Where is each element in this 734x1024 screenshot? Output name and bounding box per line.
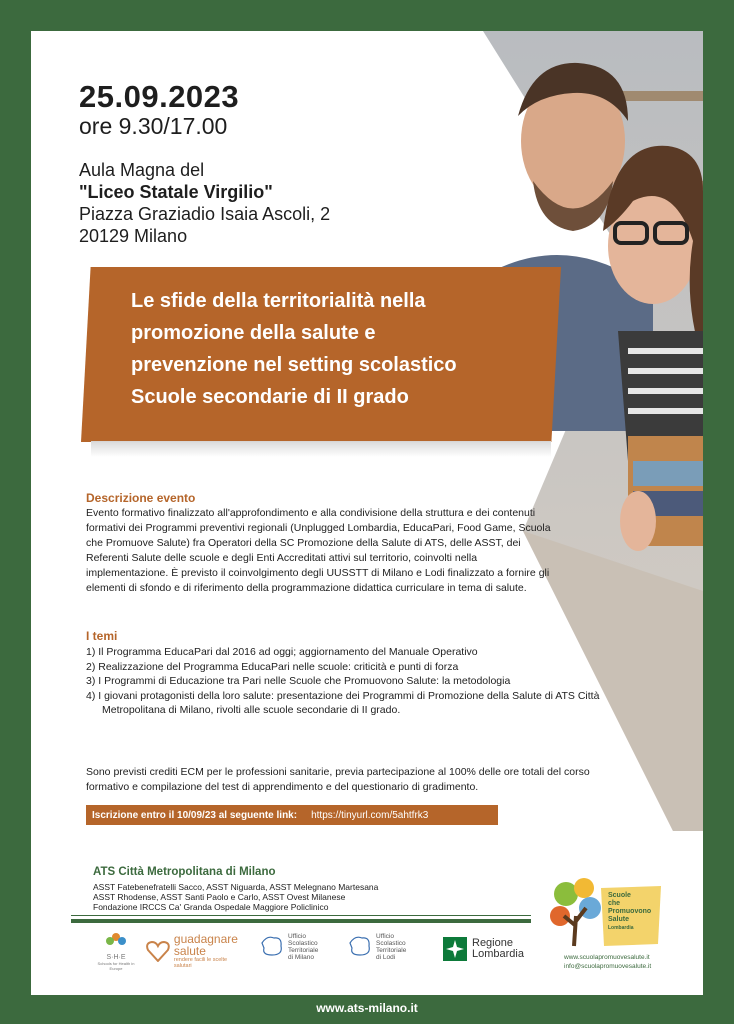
she-flower-icon [104, 931, 128, 949]
ust-text: Territoriale [376, 947, 407, 954]
ats-partners [93, 882, 453, 912]
event-venue [79, 159, 330, 247]
event-date: 25.09.2023 [79, 79, 240, 114]
regione-lombardia-logo [443, 937, 543, 961]
gs-title2: salute [173, 944, 206, 958]
spv-text: Promuovono [608, 908, 652, 915]
title-line: prevenzione nel setting scolastico [131, 354, 457, 376]
regione-rose-icon [443, 937, 467, 961]
ust-text: Scolastico [376, 940, 406, 947]
heart-icon [146, 940, 170, 962]
partner-line: ASST Rhodense, ASST Santi Paolo e Carlo, ASST Ovest Milanese [93, 892, 346, 902]
she-label: S·H·E [106, 954, 126, 961]
list-item: 1) Il Programma EducaPari dal 2016 ad oggi; aggiornamento del Manuale Operativo [86, 646, 478, 658]
event-title [131, 285, 561, 413]
list-item: 3) I Programmi di Educazione tra Pari nelle Scuole che Promuovono Salute: la metodologia [86, 675, 511, 687]
spv-text: Lombardia [608, 925, 634, 931]
ust-lodi-logo [347, 933, 427, 961]
lombardy-map-icon [259, 933, 285, 959]
venue-city: 20129 Milano [79, 226, 188, 246]
spv-text: Scuole [608, 892, 631, 899]
temi-heading: I temi [86, 629, 118, 643]
ats-title: ATS Città Metropolitana di Milano [93, 866, 276, 878]
ust-text: Scolastico [288, 940, 318, 947]
spv-url[interactable]: www.scuolapromuovesalute.it [564, 954, 650, 961]
spv-text: Salute [608, 916, 630, 923]
temi-list [86, 645, 606, 718]
partner-line: Fondazione IRCCS Ca' Granda Ospedale Maggiore Policlinico [93, 902, 329, 912]
she-logo [91, 931, 141, 971]
regione-label: Regione [472, 937, 513, 949]
list-item: 2) Realizzazione del Programma EducaPari nelle scuole: criticità e punti di forza [86, 660, 459, 673]
spv-text: che [608, 900, 621, 907]
partner-line: ASST Fatebenefratelli Sacco, ASST Niguarda, ASST Melegnano Martesana [93, 882, 379, 892]
list-item: 4) I giovani protagonisti della loro salute: presentazione dei Programmi di Promozione della Salute di ATS Città Metropolitana di Milano, rivolti alle scuole secondarie di II grado. [86, 689, 600, 716]
divider [71, 919, 531, 923]
registration-bar [86, 805, 498, 825]
title-line: Scuole secondarie di II grado [131, 386, 409, 408]
guadagnare-salute-logo [146, 933, 246, 969]
gs-sub: rendere facili le scelte salutari [173, 957, 228, 969]
poster [31, 31, 703, 995]
venue-line: Aula Magna del [79, 160, 205, 180]
ecm-credits-text: Sono previsti crediti ECM per le professioni sanitarie, previa partecipazione al 100% delle ore totali del corso formativo e compilazione del test di apprendimento e del questionario di gradimento. [86, 766, 590, 793]
event-time: ore 9.30/17.00 [79, 113, 228, 139]
lombardy-map-icon [347, 933, 373, 959]
registration-link[interactable]: https://tinyurl.com/5ahtfrk3 [311, 809, 429, 821]
description-heading: Descrizione evento [86, 491, 196, 505]
divider [71, 915, 531, 916]
scuole-promuovono-salute-logo [546, 876, 686, 971]
description-text: Evento formativo finalizzato all'approfondimento e alla condivisione della struttura e dei contenuti formativi dei Programmi preventivi regionali (Unplugged Lombardia, EducaPari, Food Game, Scuola che Promuove Salute) fra Operatori della SC Promozione della Salute di ATS, delle ASST, dei Referenti Salute delle scuole e degli Enti Accreditati attivi sul territorio, coinvolti nella implementazione. È previsto il coinvolgimento degli UUSSTT di Milano e Lodi finalizzato a fornire gli elementi di sfondo e di riferimento della programmazione didattica curriculare in tema di salute. [86, 507, 551, 594]
ust-text: di Milano [288, 954, 315, 961]
ust-text: di Lodi [376, 954, 396, 961]
ust-text: Territoriale [288, 947, 319, 954]
ust-text: Ufficio [376, 933, 394, 940]
title-line: Le sfide della territorialità nella [131, 290, 426, 312]
regione-label: Lombardia [472, 948, 524, 960]
venue-address: Piazza Graziadio Isaia Ascoli, 2 [79, 204, 331, 224]
ust-text: Ufficio [288, 933, 306, 940]
ust-milano-logo [259, 933, 339, 961]
title-line: promozione della salute e [131, 322, 376, 344]
registration-label: Iscrizione entro il 10/09/23 al seguente link: [92, 809, 298, 821]
footer-website[interactable]: www.ats-milano.it [316, 1001, 418, 1015]
gs-title: guadagnare [173, 932, 238, 946]
she-sub: Schools for Health in Europe [97, 961, 135, 971]
banner-shadow [91, 441, 551, 457]
spv-email[interactable]: info@scuolapromuovesalute.it [564, 963, 652, 970]
venue-name: "Liceo Statale Virgilio" [79, 182, 273, 202]
